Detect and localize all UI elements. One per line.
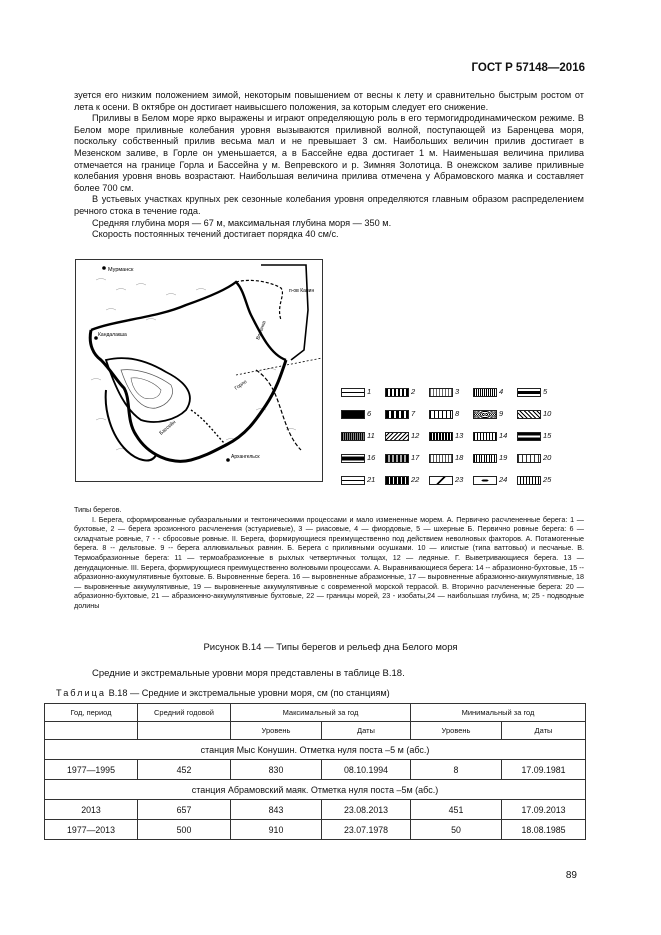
figure-caption: Рисунок В.14 — Типы берегов и рельеф дна Белого моря	[203, 642, 458, 653]
coast-map-graphic	[76, 260, 322, 481]
cell-period: 1977—2013	[45, 820, 138, 840]
cell-period: 2013	[45, 800, 138, 820]
legend-title: Типы берегов.	[74, 505, 122, 514]
table-title	[56, 688, 390, 698]
kandalaksha-label: Кандалакша	[98, 332, 127, 338]
paragraph: Средняя глубина моря — 67 м, максимальная глубина моря — 350 м.	[92, 217, 392, 228]
voronka-label: Воронка	[255, 320, 268, 341]
paragraph: Скорость постоянных течений достигает порядка 40 см/с.	[92, 229, 339, 240]
cell-max-date: 23.07.1978	[322, 820, 411, 840]
cell-avg: 500	[138, 820, 231, 840]
cell-min-date: 17.09.2013	[502, 800, 586, 820]
kanin-label: п-ов Канин	[289, 288, 315, 294]
coast-type-legend: 1 2 3 4 5 6 7 8 9 10 11 12 13 14 15 16 17 18 19 20 21 22 23 24 25	[341, 387, 561, 495]
table-intro-paragraph: Средние и экстремальные уровни моря представлены в таблице В.18.	[92, 668, 405, 679]
cell-max-level: 910	[231, 820, 322, 840]
cell-min-level: 50	[411, 820, 502, 840]
cell-min-date: 17.09.1981	[502, 760, 586, 780]
table-section-row	[45, 780, 586, 800]
table-row	[45, 800, 586, 820]
paragraph: Приливы в Белом море ярко выражены и играют определяющую роль в его термогидродинамическом режиме. В Белом море приливные колебания уровня вызываются приливной волной, поступающей из Баренцева моря, поскольку собственный прилив весьма мал и не превышает 3 см. Наибольших величин прилив достигает в Мезенском заливе, в Горле он уменьшается, а в Бассейне едва достигает 1 м. Наименьшая величина прилива отмечается на границе Горла и Бассейна у м. Вепревского и р. Зимняя Золотица. В онежском заливе приливные колебания уровня вновь возрастают. Наибольшая величина прилива отмечена у Абрамовского маяка и составляет более 700 см.	[74, 113, 584, 193]
table-subheader-row	[45, 722, 586, 740]
table-row	[45, 760, 586, 780]
cell-max-date: 08.10.1994	[322, 760, 411, 780]
header-level: Уровень	[411, 722, 502, 740]
header-dates: Даты	[502, 722, 586, 740]
table-label: Таблица	[56, 688, 107, 698]
header-max: Максимальный за год	[231, 704, 411, 722]
table-header-row	[45, 704, 586, 722]
header-period: Год, период	[45, 704, 138, 722]
cell-min-level: 8	[411, 760, 502, 780]
header-min: Минимальный за год	[411, 704, 586, 722]
cell-max-level: 843	[231, 800, 322, 820]
header-dates: Даты	[322, 722, 411, 740]
header-avg: Средний годовой	[138, 704, 231, 722]
legend-text: I. Берега, сформированные субаэральными и тектоническими процессами и мало измененные морем. А. Первично расчлененные берега: 1 — бухтовые, 2 — берега эрозионного расчленения (эстуариевые), 3 — риасовые, 4 — фиордовые, 5 — шхерные Б. Первично ровные берега: 6 — складчатые ровные, 7 - - сбросовые ровные. II. Берега, формирующиеся преимущественно под действием неволновых факторов. А. Потамогенные берега. 8 -- дельтовые. 9 -- берега аллювиальных равнин. Б. Берега с приливными осушками. 10 — илистые (типа ваттовых) и песчаные. В. Термоабразионные берега: 11 — термоабразионные в рыхлых четвертичных толщах, 12 — ледяные. Г. Выветривающиеся берега. 13 — денудационные. III. Берега, формирующиеся преимущественно волновыми процессами. А. Выравнивающиеся берега: 14 -- абразионно-бухтовые, 15 -- абразионно-аккумулятивные бухтовые. Б. Выровненные берега. 16 — выровненные абразионные, 17 — выровненные абразионно-аккумулятивные, 18 — выровненные аккумулятивные, 19 — выровненные аккумулятивные с современной морской террасой. В. Вторично расчлененные берега: 20 — абразионно-бухтовые, 21 — абразионно-аккумулятивные бухтовые, 22 — границы морей, 23 - изобаты,24 — наибольшая глубина, м; 25 - подводные долины	[74, 514, 584, 610]
arkhangelsk-label: Архангельск	[231, 454, 260, 460]
document-header: ГОСТ Р 57148—2016	[471, 62, 585, 74]
header-empty	[138, 722, 231, 740]
cell-min-level: 451	[411, 800, 502, 820]
murmansk-label: Мурманск	[108, 267, 134, 273]
white-sea-map	[75, 259, 323, 482]
table-section-row	[45, 740, 586, 760]
table-row	[45, 820, 586, 840]
cell-min-date: 18.08.1985	[502, 820, 586, 840]
cell-period: 1977—1995	[45, 760, 138, 780]
paragraph: зуется его низким положением зимой, некоторым повышением от весны к лету и сравнительно быстрым ростом от лета к осени. В октябре он достигает наивысшего положения, за которым следует его снижение.	[74, 90, 584, 112]
cell-avg: 657	[138, 800, 231, 820]
sea-levels-table	[44, 703, 586, 840]
cell-avg: 452	[138, 760, 231, 780]
page-number: 89	[565, 870, 577, 881]
body-text	[74, 90, 584, 241]
bassein-label: Бассейн	[158, 419, 178, 437]
legend-explanation	[74, 505, 584, 611]
paragraph: В устьевых участках крупных рек сезонные колебания уровня определяются главным образом распределением речного стока в течение года.	[74, 194, 584, 216]
section-cell: станция Абрамовский маяк. Отметка нуля поста –5м (абс.)	[45, 780, 586, 800]
section-cell: станция Мыс Конушин. Отметка нуля поста –5 м (абс.)	[45, 740, 586, 760]
cell-max-level: 830	[231, 760, 322, 780]
header-empty	[45, 722, 138, 740]
gorlo-label: Горло	[233, 378, 249, 392]
cell-max-date: 23.08.2013	[322, 800, 411, 820]
table-title-text: В.18 — Средние и экстремальные уровни моря, см (по станциям)	[106, 688, 390, 698]
header-level: Уровень	[231, 722, 322, 740]
